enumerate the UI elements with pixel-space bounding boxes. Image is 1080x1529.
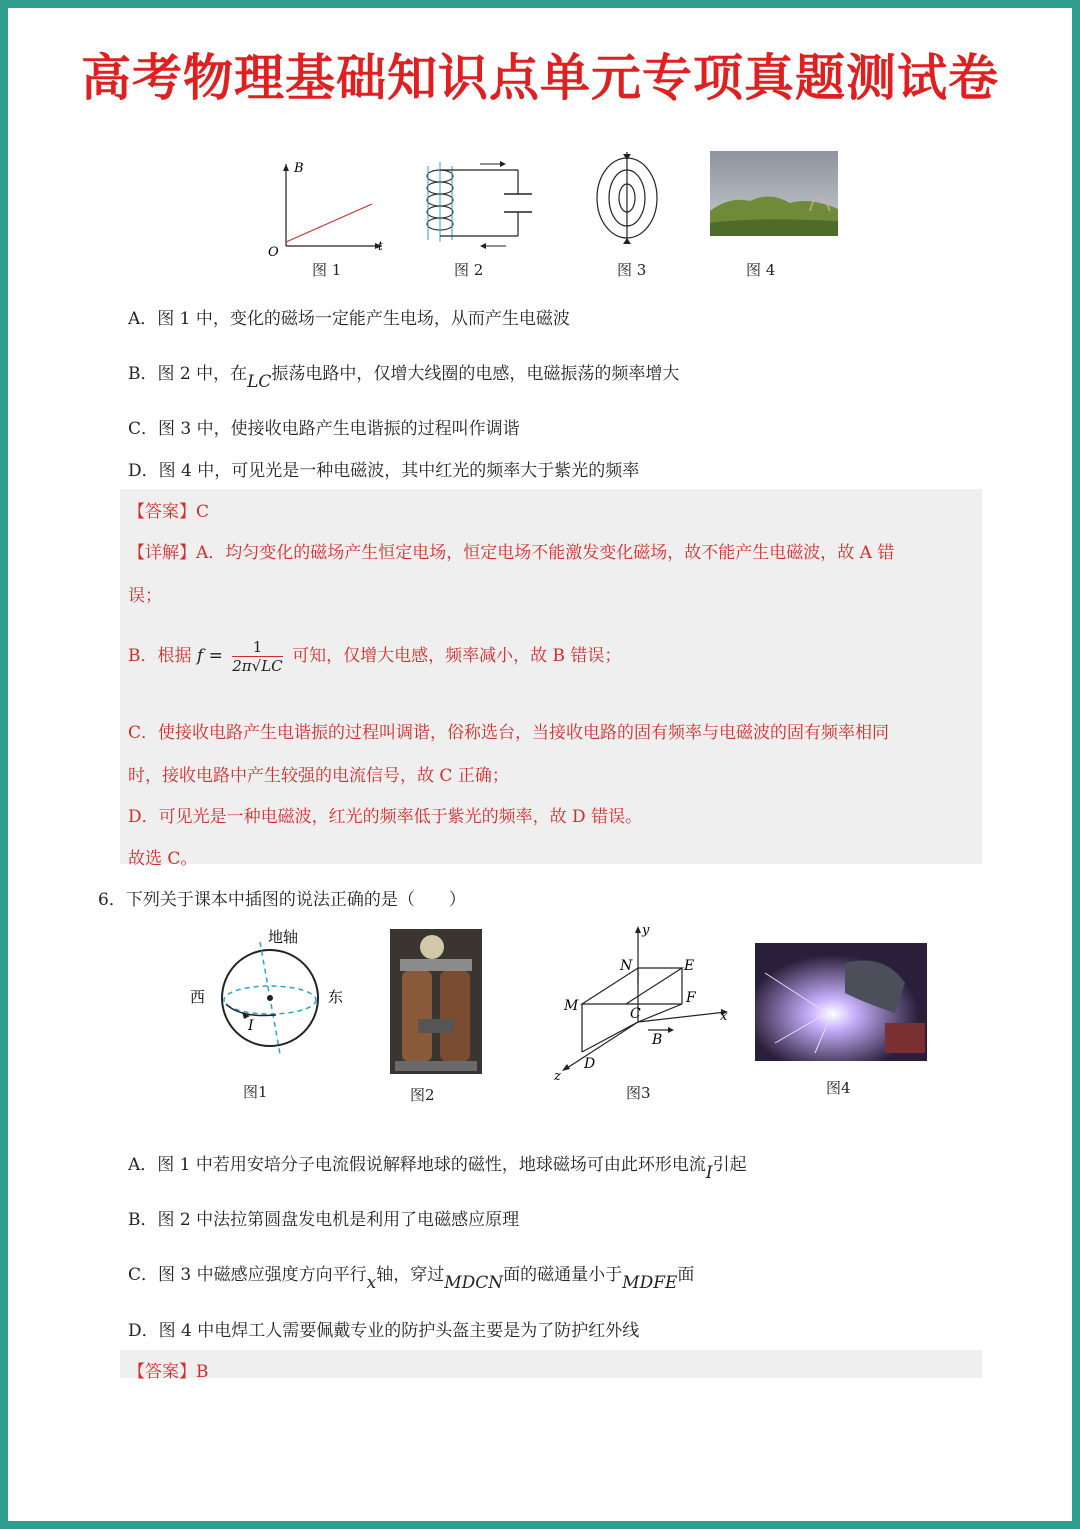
q5-figure-1 (262, 152, 392, 262)
page-title: 高考物理基础知识点单元专项真题测试卷 (81, 49, 999, 107)
earth-axis-label: 地轴 (268, 928, 299, 946)
current-label: I (248, 1018, 254, 1034)
svg-text:N: N (620, 958, 633, 974)
q6-figure-2-photo (390, 929, 482, 1074)
svg-text:F: F (686, 990, 696, 1006)
svg-text:B: B (652, 1032, 663, 1048)
lc-math: LC (247, 372, 272, 392)
east-label: 东 (328, 988, 344, 1006)
svg-text:E: E (684, 958, 695, 974)
frequency-formula: $\frac{1}{2\pi√LC}$ (232, 638, 283, 675)
q5-fig1-caption: 图 1 (312, 261, 342, 279)
q6-fig3-caption: 图3 (626, 1084, 651, 1102)
q5-figure-2 (420, 158, 540, 258)
svg-text:M: M (564, 998, 579, 1014)
fig1-t-label: t (378, 239, 383, 253)
svg-text:x: x (720, 1009, 728, 1024)
svg-text:z: z (554, 1069, 561, 1084)
q5-option-d: D．图 4 中，可见光是一种电磁波，其中红光的频率大于紫光的频率 (128, 461, 640, 481)
q5-fig4-caption: 图 4 (746, 261, 776, 279)
svg-text:D: D (584, 1056, 596, 1072)
q6-fig1-caption: 图1 (243, 1083, 268, 1101)
q5-fig2-caption: 图 2 (454, 261, 484, 279)
q5-option-c: C．图 3 中，使接收电路产生电谐振的过程叫作调谐 (128, 419, 520, 439)
q5-detail-a1: 【详解】A．均匀变化的磁场产生恒定电场，恒定电场不能激发变化磁场，故不能产生电磁波，故 A 错 (128, 543, 895, 563)
q5-figure-3 (592, 150, 662, 250)
q6-option-b: B．图 2 中法拉第圆盘发电机是利用了电磁感应原理 (128, 1210, 520, 1230)
q5-detail-a2: 误； (128, 586, 162, 606)
q5-fig3-caption: 图 3 (617, 261, 647, 279)
q5-detail-d: D．可见光是一种电磁波，红光的频率低于紫光的频率，故 D 错误。 (128, 807, 643, 827)
q5-detail-c2: 时，接收电路中产生较强的电流信号，故 C 正确； (128, 766, 509, 786)
q5-answer: 【答案】C (128, 502, 210, 522)
q6-answer-box (120, 1350, 982, 1378)
svg-text:C: C (630, 1006, 641, 1022)
q6-figure-1 (180, 922, 350, 1057)
q6-fig4-caption: 图4 (826, 1079, 851, 1097)
q6-fig2-caption: 图2 (410, 1086, 435, 1104)
fig1-b-label: B (294, 161, 304, 176)
q6-option-a: A．图 1 中若用安培分子电流假说解释地球的磁性，地球磁场可由此环形电流I引起 (128, 1155, 747, 1183)
q5-figure-4-photo (710, 151, 838, 236)
q5-option-a: A．图 1 中，变化的磁场一定能产生电场，从而产生电磁波 (128, 309, 570, 329)
q6-figure-4-photo (755, 943, 927, 1061)
q6-figure-3 (550, 922, 735, 1087)
q6-answer: 【答案】B (128, 1362, 209, 1382)
q5-detail-c1: C．使接收电路产生电谐振的过程叫调谐，俗称选台，当接收电路的固有频率与电磁波的固有频率相同 (128, 723, 890, 743)
q6-option-c: C．图 3 中磁感应强度方向平行x轴，穿过MDCN面的磁通量小于MDFE面 (128, 1265, 695, 1293)
west-label: 西 (190, 988, 206, 1006)
q5-detail-b: B．根据 f = $\frac{1}{2\pi√LC}$ 可知，仅增大电感，频率减小，故 B 错误； (128, 638, 622, 675)
q6-stem: 6．下列关于课本中插图的说法正确的是（ ） (98, 890, 466, 910)
svg-text:y: y (642, 923, 650, 938)
fig1-o-label: O (268, 245, 279, 260)
q5-conclusion: 故选 C。 (128, 849, 198, 869)
q6-option-d: D．图 4 中电焊工人需要佩戴专业的防护头盔主要是为了防护红外线 (128, 1321, 640, 1341)
q5-option-b: B．图 2 中，在LC振荡电路中，仅增大线圈的电感，电磁振荡的频率增大 (128, 364, 680, 392)
